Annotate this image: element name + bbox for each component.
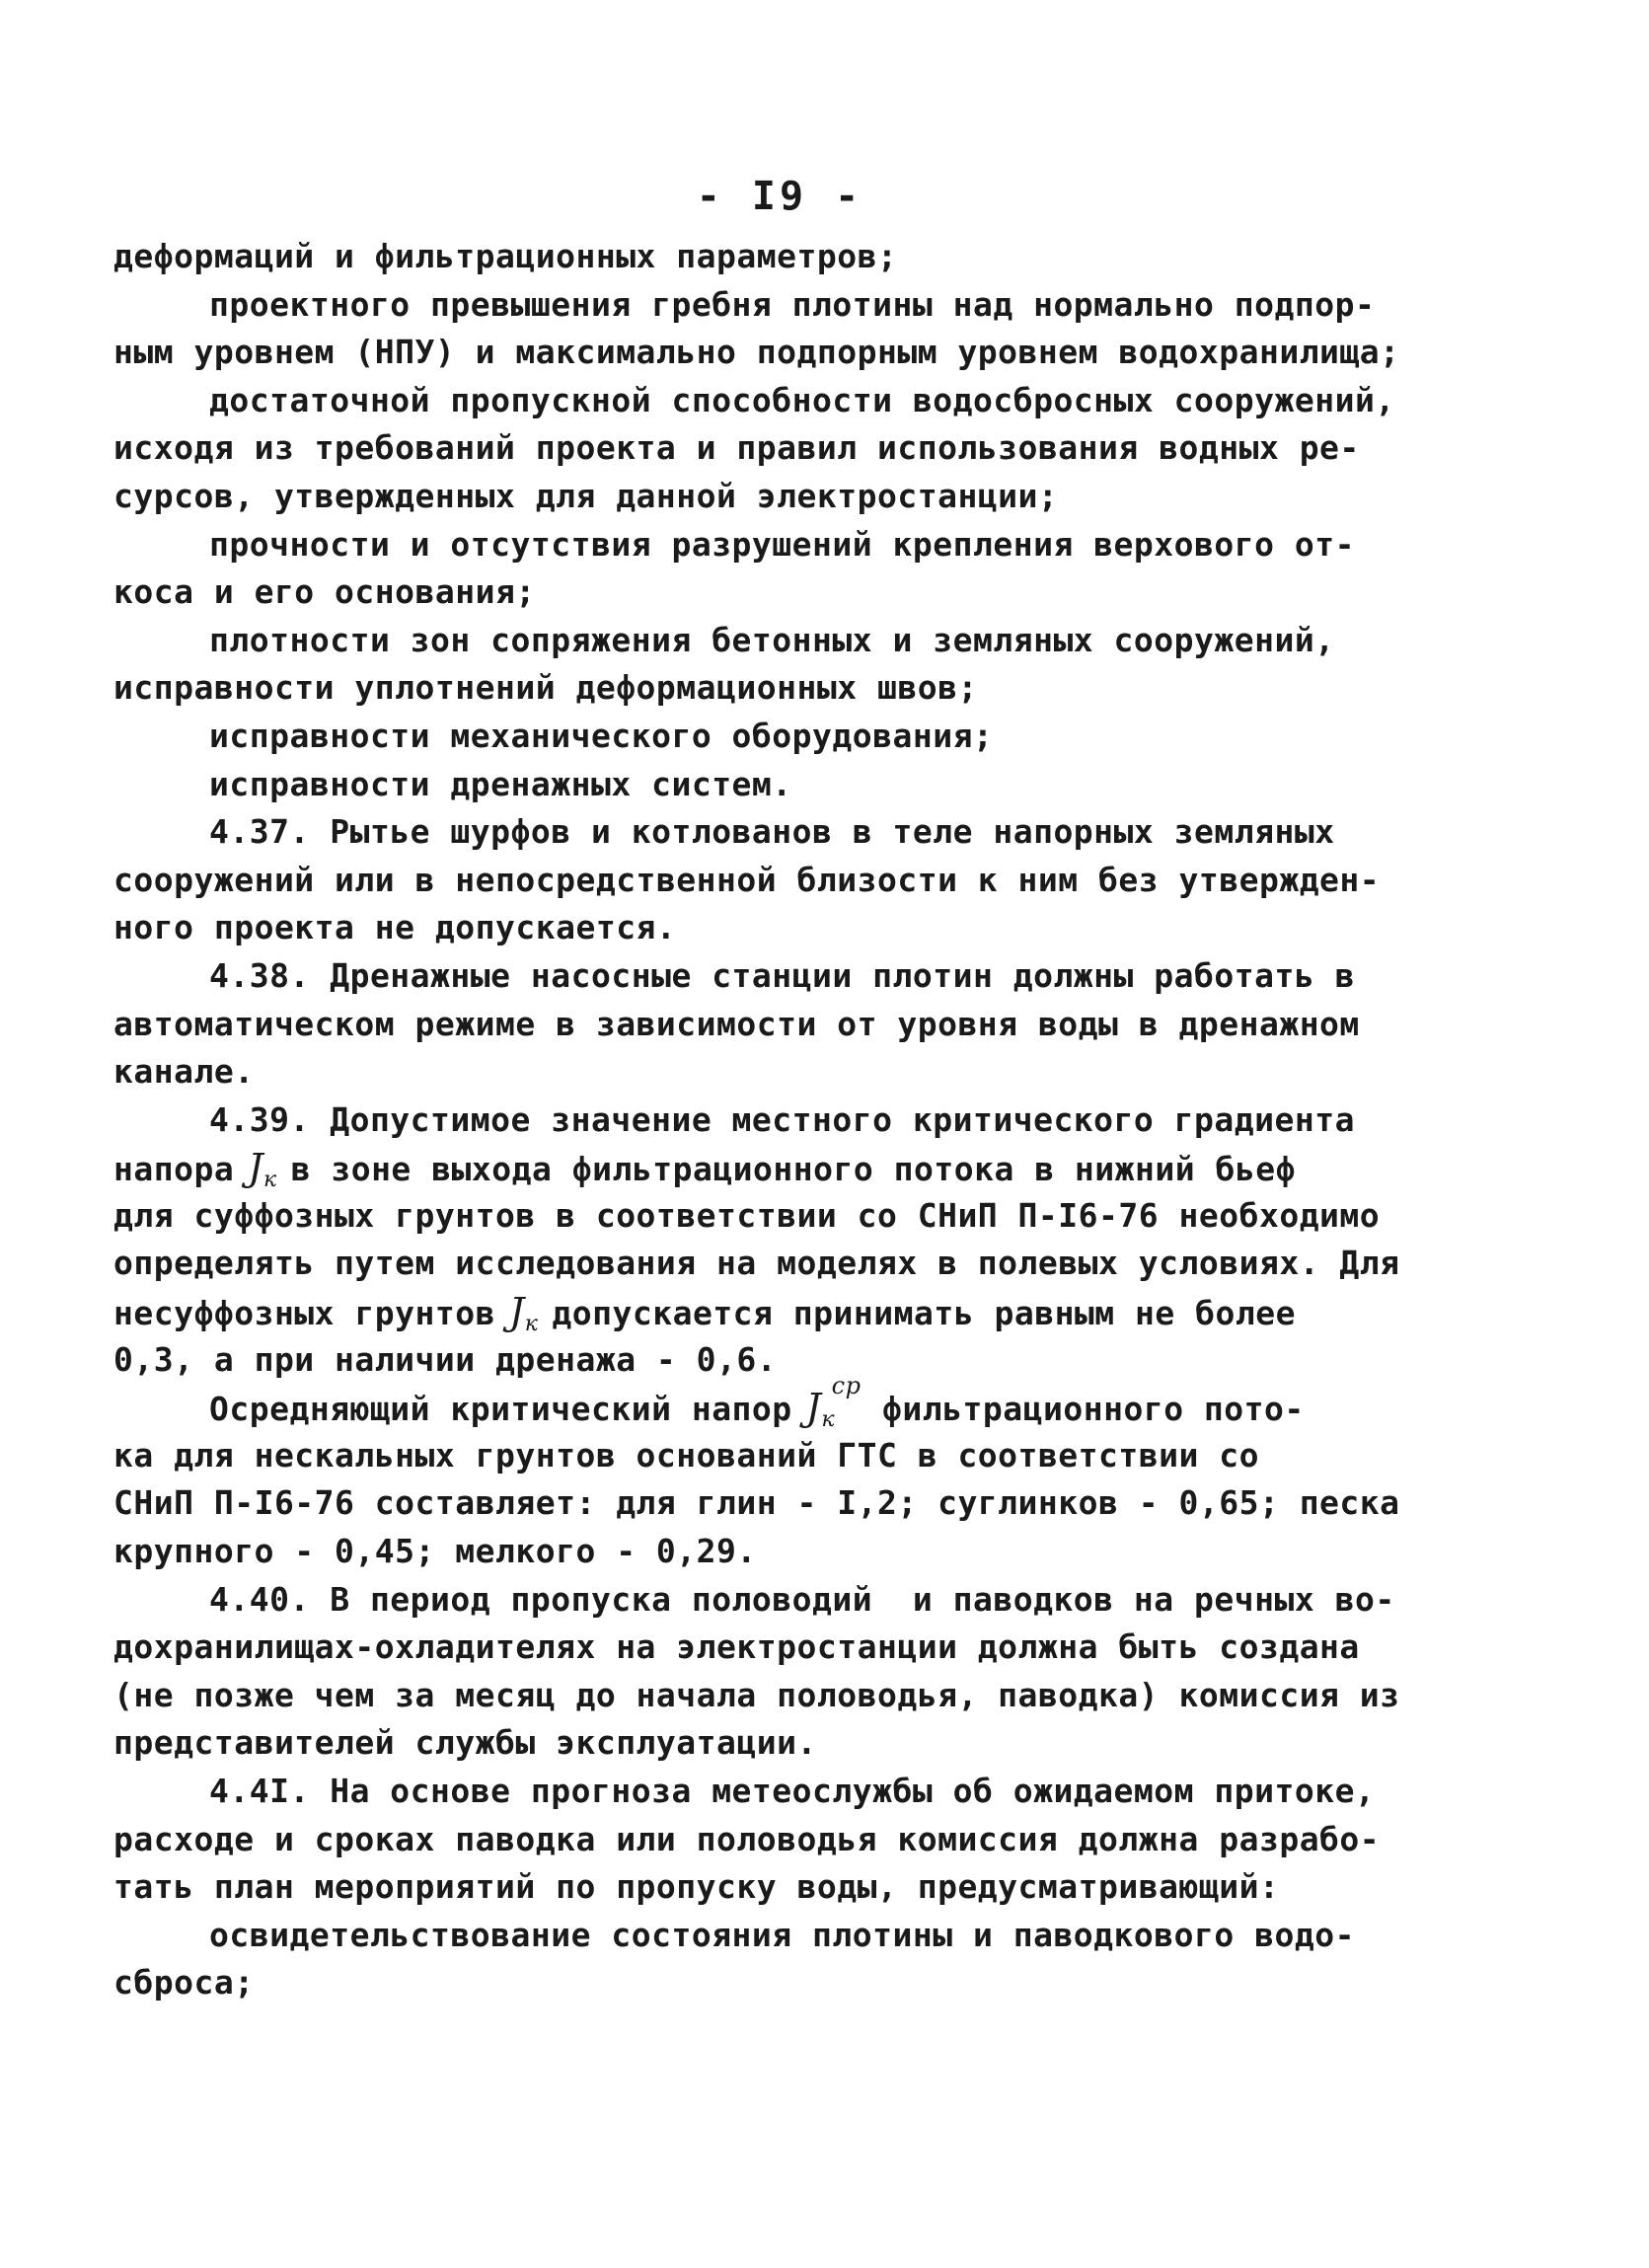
text-line: исправности дренажных систем. (209, 764, 792, 803)
text-line: сооружений или в непосредственной близости к ним без утвержден- (113, 860, 1381, 899)
text-line: 0,3, а при наличии дренажа - 0,6. (113, 1339, 778, 1379)
line-text-after: в зоне выхода фильтрационного потока в нижний бьеф (290, 1150, 1296, 1189)
text-line: расходе и сроках паводка или половодья комиссия должна разрабо- (113, 1819, 1381, 1858)
text-line: сурсов, утвержденных для данной электростанции; (113, 476, 1059, 515)
text-line: 4.4I. На основе прогноза метеослужбы об ожидаемом притоке, (209, 1772, 1376, 1810)
text-line: 4.37. Рытье шурфов и котлованов в теле напорных земляных (209, 812, 1335, 852)
text-line (113, 1372, 1367, 1433)
line-text-before: напора (113, 1150, 235, 1189)
text-line: плотности зон сопряжения бетонных и земляных сооружений, (209, 620, 1335, 659)
text-line: автоматическом режиме в зависимости от уровня воды в дренажном (113, 1004, 1360, 1043)
page-number: - I9 - (696, 174, 863, 219)
line-text-after: фильтрационного пото- (882, 1390, 1305, 1429)
text-line (113, 1144, 1367, 1192)
text-line: исправности механического оборудования; (209, 716, 994, 755)
text-line: деформаций и фильтрационных параметров; (113, 237, 898, 275)
text-line: крупного - 0,45; мелкого - 0,29. (113, 1532, 757, 1571)
text-line: тать план мероприятий по пропуску воды, предусматривающий: (113, 1867, 1280, 1907)
text-line: достаточной пропускной способности водосбросных сооружений, (209, 380, 1395, 419)
line-text-before: Осредняющий критический напор (209, 1390, 792, 1429)
body-text (113, 233, 1400, 2007)
text-line: для суффозных грунтов в соответствии со СНиП П-I6-76 необходимо (113, 1195, 1381, 1235)
text-line (113, 1288, 1367, 1336)
text-line: исправности уплотнений деформационных швов; (113, 668, 978, 708)
text-line: ного проекта не допускается. (113, 908, 677, 947)
text-line: 4.38. Дренажные насосные станции плотин должны работать в (209, 955, 1355, 995)
text-line: 4.39. Допустимое значение местного критического градиента (209, 1099, 1355, 1139)
text-line: сброса; (113, 1963, 255, 2003)
text-line: исходя из требований проекта и правил использования водных ре- (113, 428, 1360, 468)
line-text-before: несуффозных грунтов (113, 1294, 495, 1333)
text-line: дохранилищах-охладителях на электростанции должна быть создана (113, 1627, 1360, 1667)
text-line: СНиП П-I6-76 составляет: для глин - I,2; суглинков - 0,65; песка (113, 1483, 1400, 1523)
line-text-after: допускается принимать равным не более (552, 1294, 1296, 1333)
gradient-symbol: $J_к$ (509, 1290, 539, 1337)
average-gradient-symbol: $J_к$ ср (805, 1372, 862, 1433)
text-line: канале. (113, 1052, 255, 1092)
text-line: ным уровнем (НПУ) и максимально подпорным уровнем водохранилища; (113, 333, 1400, 372)
text-line: прочности и отсутствия разрушений крепления верхового от- (209, 524, 1355, 564)
text-line: коса и его основания; (113, 572, 536, 612)
text-line: ка для нескальных грунтов оснований ГТС в соответствии со (113, 1435, 1259, 1474)
gradient-symbol: $J_к$ (248, 1146, 277, 1193)
text-line: определять путем исследования на моделях в полевых условиях. Для (113, 1244, 1400, 1283)
text-line: освидетельствование состояния плотины и паводкового водо- (209, 1915, 1355, 1954)
text-line: 4.40. В период пропуска половодий и паводков на речных во- (209, 1579, 1395, 1619)
text-line: представителей службы эксплуатации. (113, 1723, 817, 1763)
text-line: проектного превышения гребня плотины над нормально подпор- (209, 284, 1376, 324)
text-line: (не позже чем за месяц до начала половодья, паводка) комиссия из (113, 1675, 1400, 1714)
